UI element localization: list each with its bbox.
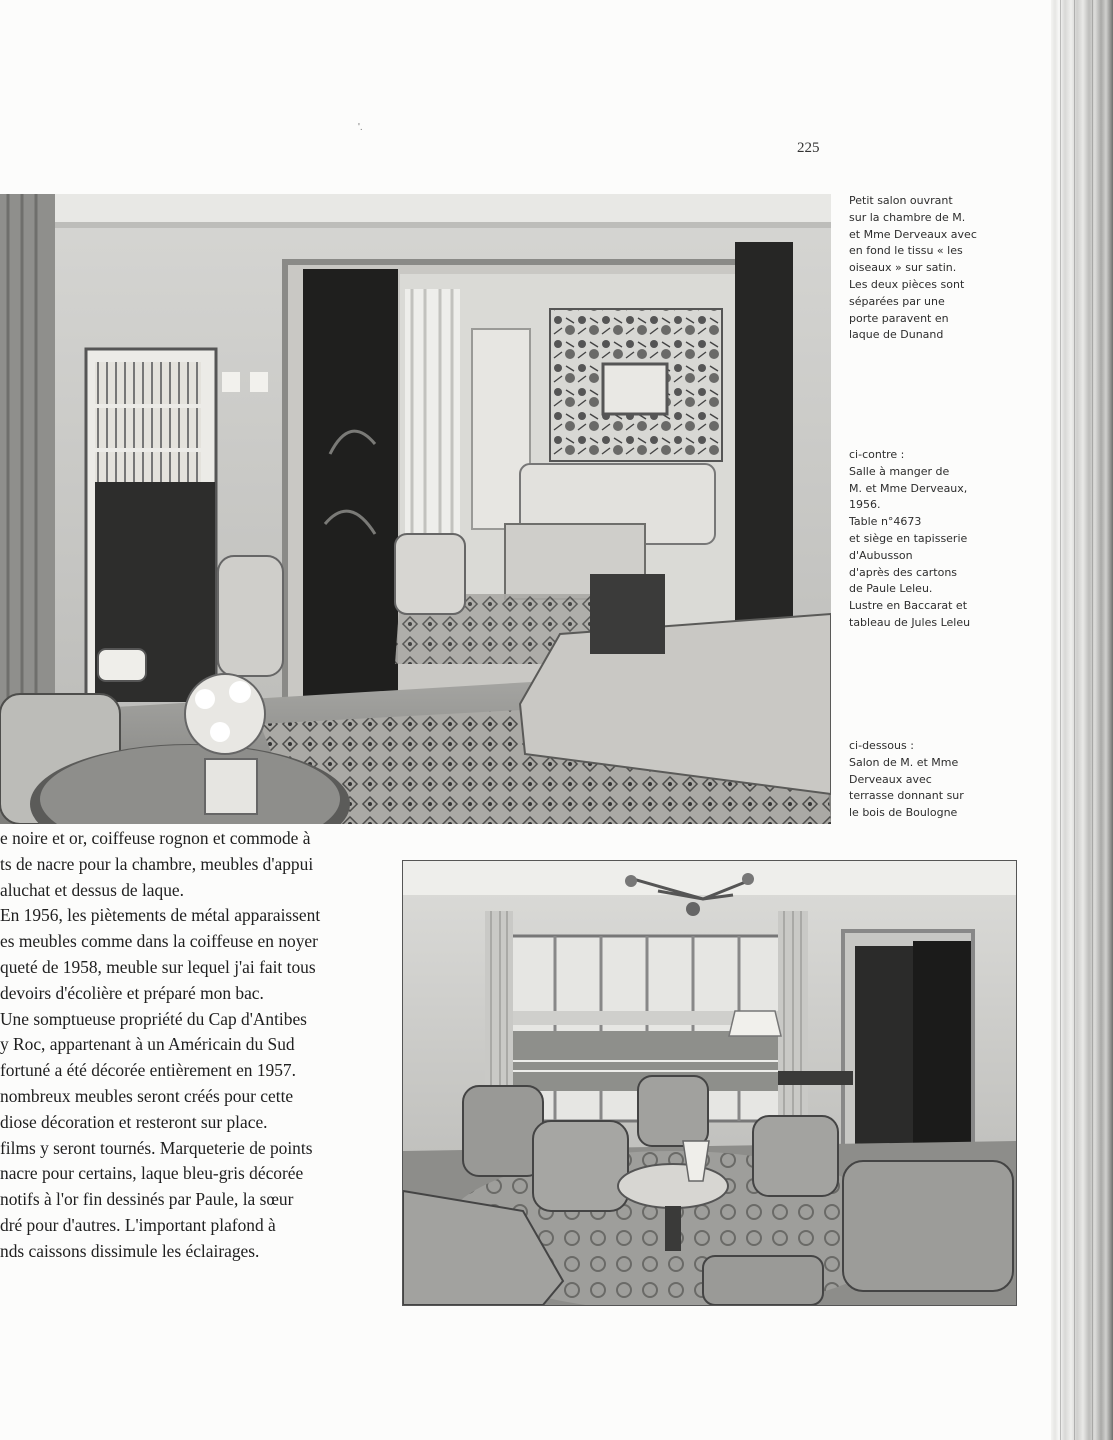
body-line: nombreux meubles seront créés pour cette	[0, 1085, 294, 1106]
caption-petit-salon: Petit salon ouvrant sur la chambre de M. et Mme Derveaux avec en fond le tissu « les oiseaux » sur satin. Les deux pièces sont séparées par une porte paravent en laque de Dunand	[849, 194, 977, 342]
page-edge-line	[1092, 0, 1093, 1440]
body-line: es meubles comme dans la coiffeuse en noyer	[0, 931, 318, 952]
body-line: devoirs d'écolière et préparé mon bac.	[0, 982, 264, 1003]
body-line: nacre pour certains, laque bleu-gris décorée	[0, 1163, 304, 1184]
body-line: y Roc, appartenant à un Américain du Sud	[0, 1034, 295, 1055]
body-line: Une somptueuse propriété du Cap d'Antibes	[0, 1008, 307, 1029]
body-line: e noire et or, coiffeuse rognon et commode à	[0, 828, 311, 848]
caption-ci-contre: ci-contre : Salle à manger de M. et Mme Derveaux, 1956. Table n°4673 et siège en tapisserie d'Aubusson d'après des cartons de Paule Leleu. Lustre en Baccarat et tableau de Jules Leleu	[849, 448, 971, 629]
page-number: 225	[797, 140, 820, 156]
page-edge-line	[1074, 0, 1075, 1440]
body-line: aluchat et dessus de laque.	[0, 879, 184, 900]
page-edge-line	[1060, 0, 1061, 1440]
print-speck: '.	[358, 122, 363, 133]
body-line: nds caissons dissimule les éclairages.	[0, 1240, 260, 1261]
photo-salon-terrasse	[402, 860, 1017, 1306]
body-line: queté de 1958, meuble sur lequel j'ai fait tous	[0, 956, 316, 977]
body-line: diose décoration et resteront sur place.	[0, 1111, 268, 1132]
photo-petit-salon-image	[0, 194, 831, 824]
body-text-column	[0, 826, 392, 1265]
body-line: dré pour d'autres. L'important plafond à	[0, 1214, 276, 1235]
photo-petit-salon	[0, 194, 831, 824]
body-line: notifs à l'or fin dessinés par Paule, la sœur	[0, 1189, 294, 1210]
photo-salon-terrasse-image	[403, 861, 1016, 1305]
body-line: En 1956, les piètements de métal apparaissent	[0, 905, 321, 926]
body-line: films y seront tournés. Marqueterie de points	[0, 1137, 313, 1158]
caption-ci-dessous: ci-dessous : Salon de M. et Mme Derveaux avec terrasse donnant sur le bois de Boulogne	[849, 739, 964, 820]
body-line: fortuné a été décorée entièrement en 1957.	[0, 1060, 296, 1081]
body-line: ts de nacre pour la chambre, meubles d'appui	[0, 853, 314, 874]
